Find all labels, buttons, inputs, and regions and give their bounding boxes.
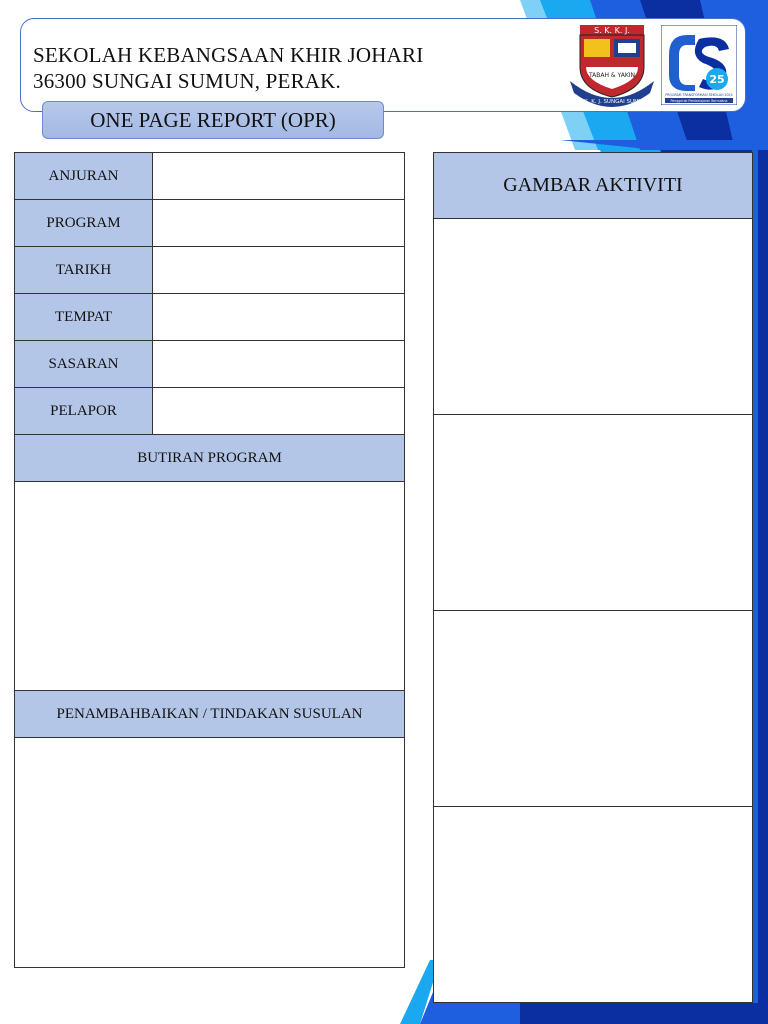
school-crest-icon: [566, 23, 658, 109]
photo-slot-1[interactable]: [434, 219, 752, 415]
field-value-tarikh[interactable]: [153, 247, 404, 293]
report-title-badge: ONE PAGE REPORT (OPR): [42, 101, 384, 139]
field-label-sasaran: SASARAN: [15, 341, 153, 387]
details-header: BUTIRAN PROGRAM: [15, 435, 404, 482]
field-label-pelapor: PELAPOR: [15, 388, 153, 434]
school-name: SEKOLAH KEBANGSAAN KHIR JOHARI: [33, 43, 424, 67]
field-label-program: PROGRAM: [15, 200, 153, 246]
ts25-logo-icon: [661, 25, 737, 105]
ts25-tagline: Penggerak Pembelajaran Bermakna: [670, 99, 728, 103]
activity-photos-panel: [433, 152, 753, 1003]
field-row-tarikh: [15, 247, 404, 294]
crest-motto: TABAH & YAKIN: [588, 72, 636, 79]
photos-header: GAMBAR AKTIVITI: [434, 153, 752, 219]
field-value-pelapor[interactable]: [153, 388, 404, 434]
photo-slot-3[interactable]: [434, 611, 752, 807]
field-row-anjuran: [15, 153, 404, 200]
photo-slot-2[interactable]: [434, 415, 752, 611]
field-row-program: [15, 200, 404, 247]
school-header: [20, 18, 746, 112]
field-row-tempat: [15, 294, 404, 341]
field-value-anjuran[interactable]: [153, 153, 404, 199]
crest-ribbon-text: S. K. K. J. SUNGAI SUMUN: [577, 99, 647, 105]
field-value-tempat[interactable]: [153, 294, 404, 340]
photo-slot-4[interactable]: [434, 807, 752, 1002]
field-row-pelapor: [15, 388, 404, 435]
followup-area[interactable]: [15, 738, 404, 967]
school-address: 36300 SUNGAI SUMUN, PERAK.: [33, 69, 341, 93]
report-form: [14, 152, 405, 968]
field-row-sasaran: [15, 341, 404, 388]
field-value-program[interactable]: [153, 200, 404, 246]
details-area[interactable]: [15, 482, 404, 691]
crest-top-text: S. K. K. J.: [594, 26, 630, 35]
followup-header: PENAMBAHBAIKAN / TINDAKAN SUSULAN: [15, 691, 404, 738]
field-value-sasaran[interactable]: [153, 341, 404, 387]
field-label-tempat: TEMPAT: [15, 294, 153, 340]
field-label-tarikh: TARIKH: [15, 247, 153, 293]
ts25-number: 25: [709, 73, 725, 86]
ts25-caption: PROGRAM TRANSFORMASI SEKOLAH 2025: [665, 93, 733, 97]
field-label-anjuran: ANJURAN: [15, 153, 153, 199]
